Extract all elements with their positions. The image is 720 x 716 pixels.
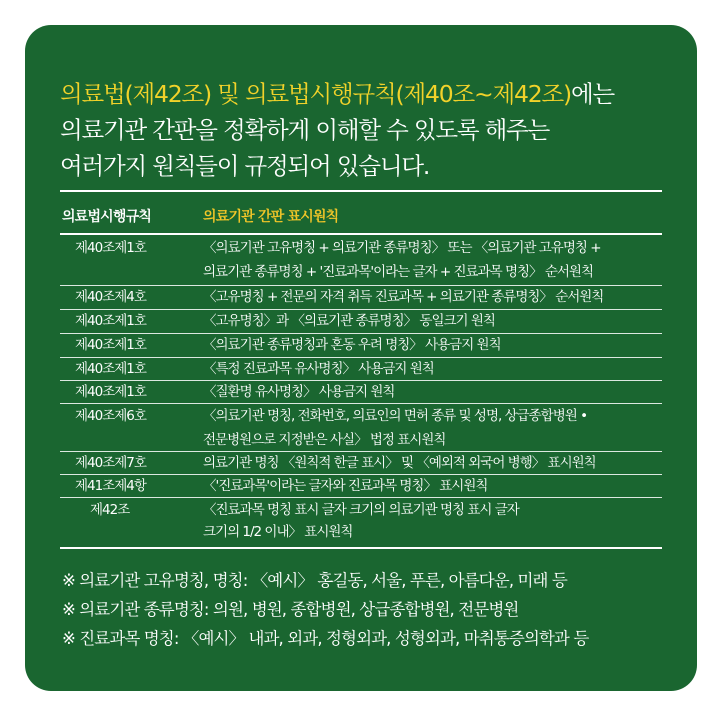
principle-cell: 〈질환명 유사명칭〉 사용금지 원칙 [203, 384, 395, 400]
row-divider [60, 403, 662, 404]
intro-line-3: 여러가지 원칙들이 규정되어 있습니다. [60, 152, 430, 180]
principle-cell: 의료기관 명칭 〈원칙적 한글 표시〉 및 〈예외적 외국어 병행〉 표시원칙 [203, 455, 596, 471]
intro-line-2: 의료기관 간판을 정확하게 이해할 수 있도록 해주는 [60, 116, 550, 144]
table-bottom-rule [60, 547, 662, 549]
principle-cell: 〈의료기관 명칭, 전화번호, 의료인의 면허 종류 및 성명, 상급종합병원 • [203, 408, 588, 424]
law-cell: 제40조제1호 [75, 384, 146, 400]
intro-line-1 [60, 76, 670, 112]
table-header-rule [60, 233, 662, 235]
law-cell: 제40조제7호 [75, 455, 146, 471]
law-cell: 제40조제1호 [75, 361, 146, 377]
intro-paragraph [60, 76, 670, 184]
principle-cell: 〈의료기관 고유명칭 + 의료기관 종류명칭〉 또는 〈의료기관 고유명칭 + [203, 240, 601, 256]
principle-cell-line-2: 의료기관 종류명칭 + '진료과목'이라는 글자 + 진료과목 명칭〉 순서원칙 [203, 264, 593, 280]
footnote: ※ 진료과목 명칭: 〈예시〉 내과, 외과, 정형외과, 성형외과, 마취통증의학과 등 [62, 629, 589, 648]
law-cell: 제40조제1호 [75, 337, 146, 353]
table-top-rule [60, 190, 662, 192]
footnote: ※ 의료기관 고유명칭, 명칭: 〈예시〉 홍길동, 서울, 푸른, 아름다운, 미래 등 [62, 571, 567, 590]
principle-cell-line-2: 크기의 1/2 이내〉 표시원칙 [203, 524, 353, 540]
principle-cell: 〈'진료과목'이라는 글자와 진료과목 명칭〉 표시원칙 [203, 478, 488, 494]
law-cell: 제40조제1호 [75, 240, 146, 256]
principle-cell-line-2: 전문병원으로 지정받은 사실〉 법정 표시원칙 [203, 432, 446, 448]
law-cell: 제40조제1호 [75, 313, 146, 329]
principle-cell: 〈고유명칭 + 전문의 자격 취득 진료과목 + 의료기관 종류명칭〉 순서원칙 [203, 289, 604, 305]
law-cell: 제41조제4항 [75, 478, 146, 494]
table-header-principle: 의료기관 간판 표시원칙 [203, 209, 339, 225]
intro-highlight: 의료법(제42조) 및 의료법시행규칙(제40조~제42조) [60, 80, 571, 108]
footnotes [62, 566, 588, 653]
row-divider [60, 497, 662, 498]
principle-cell: 〈진료과목 명칭 표시 글자 크기의 의료기관 명칭 표시 글자 [203, 502, 519, 518]
law-cell: 제40조제6호 [75, 408, 146, 424]
principle-cell: 〈특정 진료과목 유사명칭〉 사용금지 원칙 [203, 361, 434, 377]
principle-cell: 〈의료기관 종류명칭과 혼동 우려 명칭〉 사용금지 원칙 [203, 337, 501, 353]
law-cell: 제40조제4호 [75, 289, 146, 305]
intro-line-1-rest: 에는 [570, 80, 614, 108]
footnote: ※ 의료기관 종류명칭: 의원, 병원, 종합병원, 상급종합병원, 전문병원 [62, 600, 519, 619]
table-header-law: 의료법시행규칙 [62, 209, 152, 225]
law-cell: 제42조 [90, 502, 130, 518]
principle-cell: 〈고유명칭〉과 〈의료기관 종류명칭〉 동일크기 원칙 [203, 313, 495, 329]
